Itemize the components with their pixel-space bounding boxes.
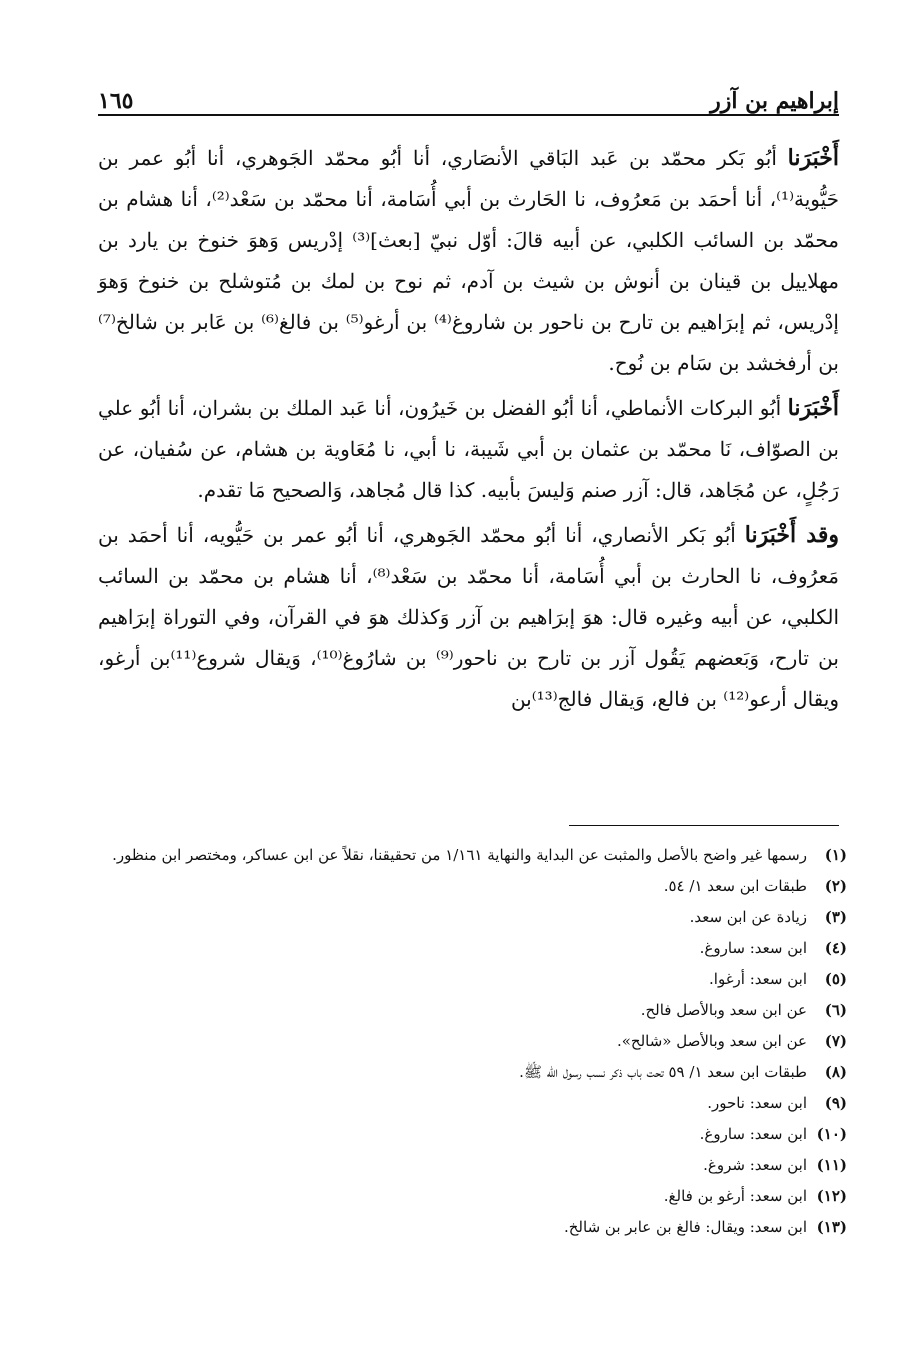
footnote: [98, 871, 847, 902]
footnote: [98, 840, 847, 871]
page-number: ١٦٥: [98, 88, 134, 114]
footnote-number: (١٣): [816, 1218, 847, 1236]
footnote-text: ابن سعد: أرغو بن فالغ.: [663, 1187, 807, 1205]
footnote-number: (٧): [824, 1032, 847, 1050]
footnote: [98, 995, 847, 1026]
paragraph-text: أبُو البركات الأنماطي، أنا أبُو الفضل بن خَيرُون، أنا عَبد الملك بن بشران، أنا أبُو علي بن الصوّاف، نَا محمّد بن عثمان بن أبي شَيبة، نا أبي، نا مُعَاوية بن هشام، عن سُفيان، عن رَجُلٍ، عن مُجَاهد، قال: آزر صنم وَليسَ بأبيه. كذا قال مُجاهد، وَالصحيح مَا تقدم.: [98, 396, 839, 502]
footnote: [98, 1026, 847, 1057]
footnote-number: (١٢): [816, 1187, 847, 1205]
footnote-number: (٥): [824, 970, 847, 988]
footnote-text: رسمها غير واضح بالأصل والمثبت عن البداية والنهاية ١/١٦١ من تحقيقنا، نقلاً عن ابن عساكر، ومختصر ابن منظور.: [112, 846, 807, 864]
footnote-text: زيادة عن ابن سعد.: [689, 908, 807, 926]
footnote: [98, 964, 847, 995]
footnote: [98, 902, 847, 933]
paragraph-text: أبُو بَكر محمّد بن عَبد البَاقي الأنصَاري، أنا أبُو محمّد الجَوهري، أنا أبُو عمر بن حَيُّوية⁽¹⁾، أنا أحمَد بن مَعرُوف، نا الحَارث بن أبي أُسَامة، أنا محمّد بن سَعْد⁽²⁾، أنا هشام بن محمّد بن السائب الكلبي، عن أبيه قالَ: أوّل نبيّ [بعث]⁽³⁾ إدْريس وَهوَ خنوخ بن يارد بن مهلاييل بن قينان بن أنوش بن شيث بن آدم، ثم نوح بن لمك بن مُتوشلح بن خنوخ وَهوَ إدْريس، ثم إبرَاهيم بن تارح بن ناحور بن شاروغ⁽⁴⁾ بن أرغو⁽⁵⁾ بن فالغ⁽⁶⁾ بن عَابر بن شالخ⁽⁷⁾ بن أرفخشد بن سَام بن نُوح.: [98, 146, 839, 375]
footnote: [98, 1057, 847, 1088]
paragraph-1: [98, 138, 839, 384]
footnote-number: (٦): [824, 1001, 847, 1019]
footnote: [98, 1088, 847, 1119]
main-text: [98, 138, 839, 724]
running-title: إبراهيم بن آزر: [710, 88, 839, 114]
page-header: [98, 78, 839, 116]
footnote: [98, 1212, 847, 1243]
paragraph-lead: وقد أَخْبَرَنا: [744, 522, 839, 548]
footnote-number: (٩): [824, 1094, 847, 1112]
footnote-number: (٤): [824, 939, 847, 957]
footnote-text: ابن سعد: أرغوا.: [709, 970, 807, 988]
footnote-text: عن ابن سعد وبالأصل فالح.: [640, 1001, 807, 1019]
footnote-text: طبقات ابن سعد ١/ ٥٤.: [663, 877, 807, 895]
footnote-text: طبقات ابن سعد ١/ ٥٩ تحت باب ذكر نسب رسول الله ﷺ.: [519, 1063, 807, 1081]
footnote: [98, 1150, 847, 1181]
footnote-separator: [569, 825, 839, 826]
footnote-text: ابن سعد: ناحور.: [707, 1094, 807, 1112]
footnote: [98, 1119, 847, 1150]
footnote: [98, 1181, 847, 1212]
paragraph-2: [98, 388, 839, 511]
footnote-text: ابن سعد: ساروغ.: [699, 939, 807, 957]
footnotes: [98, 840, 847, 1243]
footnote-number: (٣): [824, 908, 847, 926]
footnote-text: ابن سعد: ويقال: فالغ بن عابر بن شالخ.: [563, 1218, 807, 1236]
footnote-text: ابن سعد: شروغ.: [703, 1156, 807, 1174]
paragraph-text: أبُو بَكر الأنصاري، أنا أبُو محمّد الجَوهري، أنا أبُو عمر بن حَيُّويه، أنا أحمَد بن مَعرُوف، نا الحارث بن أبي أُسَامة، أنا محمّد بن سَعْد⁽⁸⁾، أنا هشام بن محمّد بن السائب الكلبي، عن أبيه وغيره قال: هوَ إبرَاهيم بن آزر وَكذلك هوَ في القرآن، وفي التوراة إبرَاهيم بن تارح، وَبَعضهم يَقُول آزر بن تارح بن ناحور⁽⁹⁾ بن شارُوغ⁽¹⁰⁾، وَيقال شروع⁽¹¹⁾بن أرغو، ويقال أرعو⁽¹²⁾ بن فالع، وَيقال فالج⁽¹³⁾بن: [98, 523, 839, 711]
paragraph-lead: أَخْبَرَنا: [787, 145, 839, 171]
footnote-text: ابن سعد: ساروغ.: [699, 1125, 807, 1143]
footnote-number: (٢): [824, 877, 847, 895]
footnote-number: (١١): [816, 1156, 847, 1174]
paragraph-lead: أَخْبَرَنا: [787, 395, 839, 421]
footnote-text: عن ابن سعد وبالأصل «شالح».: [616, 1032, 807, 1050]
footnote-number: (٨): [824, 1063, 847, 1081]
footnote-number: (١٠): [816, 1125, 847, 1143]
footnote-number: (١): [824, 846, 847, 864]
paragraph-3: [98, 515, 839, 720]
footnote: [98, 933, 847, 964]
